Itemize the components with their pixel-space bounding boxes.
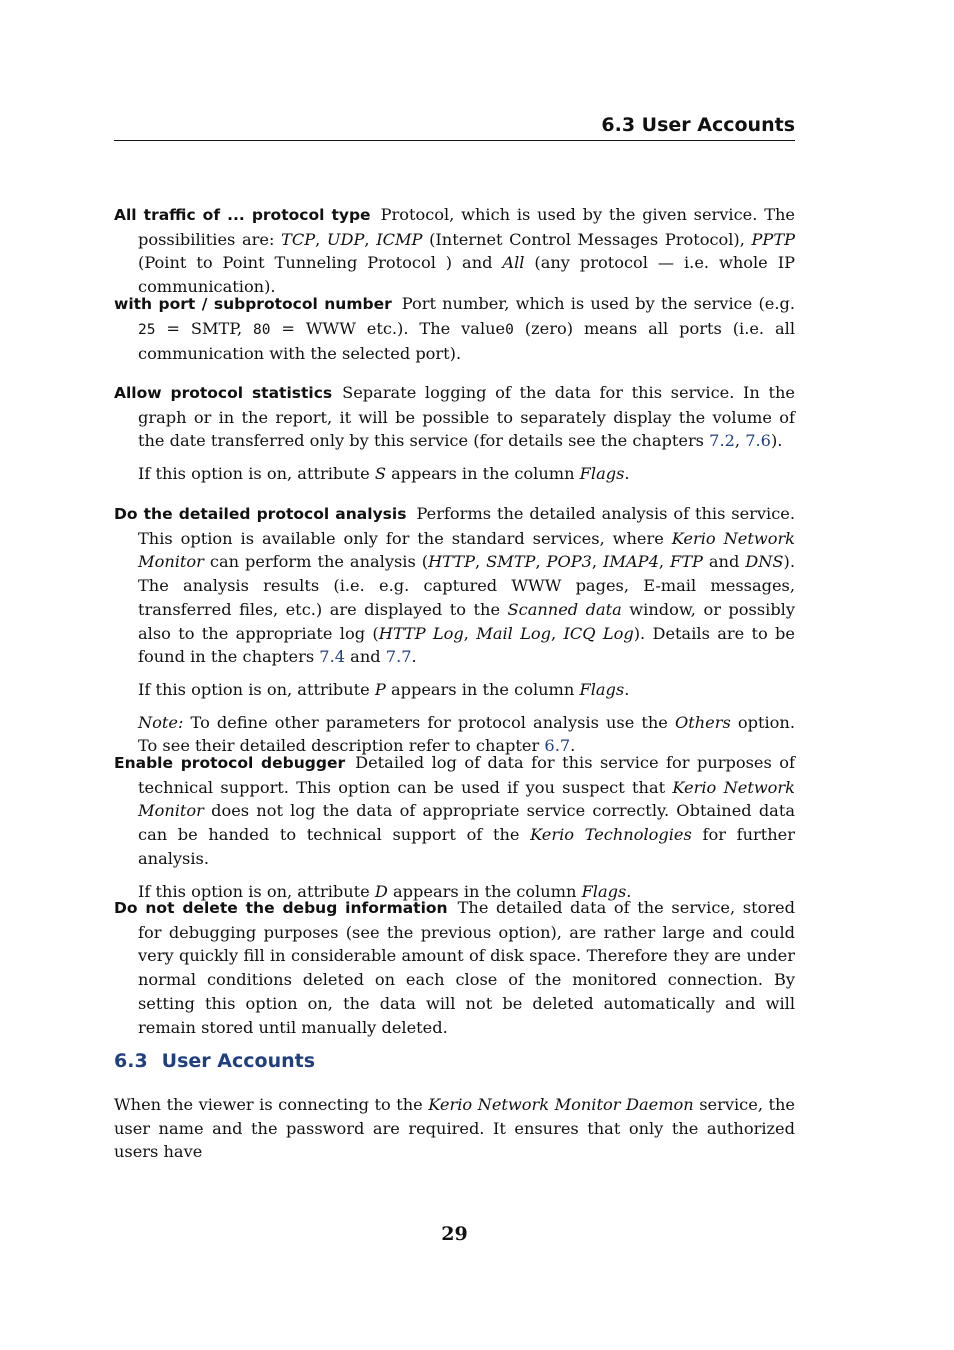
text-run: , (734, 431, 746, 451)
text-run: window, or possibly also to the appropriate log ( (138, 599, 796, 643)
emphasis-text: TCP (281, 229, 316, 249)
definition-paragraph (114, 896, 795, 1039)
text-run: , (463, 623, 477, 643)
definition-entry-protocol-debugger (114, 751, 795, 903)
section-heading (114, 1050, 315, 1072)
emphasis-text: All (502, 253, 525, 273)
emphasis-text: P (374, 679, 386, 699)
body-paragraph (114, 1093, 795, 1164)
running-header: 6.3 User Accounts (601, 114, 795, 136)
emphasis-text: SMTP (486, 552, 536, 572)
text-run: ). The analysis results (i.e. e.g. captured WWW pages, E-mail messages, transferred files, etc.) are displayed to the (138, 552, 795, 619)
text-run: appears in the column (385, 679, 580, 699)
emphasis-text: FTP (669, 552, 703, 572)
text-run: Port number, which is used by the service (e.g. (401, 294, 796, 313)
text-run: (Point to Point Tunneling Protocol ) and (138, 253, 503, 273)
emphasis-text: Flags (581, 881, 627, 901)
header-rule (114, 140, 795, 141)
emphasis-text: Note: (138, 712, 184, 732)
chapter-link[interactable]: 7.2 (709, 431, 735, 451)
definition-term: Allow protocol statistics (114, 384, 333, 402)
text-run: , (551, 623, 564, 643)
definition-paragraph (114, 751, 795, 871)
text-run: , (364, 229, 377, 249)
emphasis-text: Others (674, 712, 731, 732)
text-run: , (474, 552, 487, 572)
emphasis-text: Scanned data (507, 599, 622, 619)
text-run: appears in the column (387, 881, 582, 901)
text-run: . (624, 464, 630, 484)
definition-term: Enable protocol debugger (114, 754, 346, 772)
text-run: , (535, 552, 547, 572)
definition-paragraph (114, 381, 795, 453)
text-run: . (411, 647, 417, 667)
text-run: , (658, 552, 670, 572)
text-run: Detailed log of data for this service for purposes of technical support. This option can be used if you suspect that (138, 753, 795, 797)
definition-paragraph (114, 203, 795, 299)
text-run: service, the user name and the password are required. It ensures that only the authorized users have (114, 1095, 795, 1162)
text-run: To define other parameters for protocol analysis use the (183, 712, 675, 732)
definition-note (114, 462, 795, 486)
definition-term: Do the detailed protocol analysis (114, 505, 407, 523)
definition-paragraph (114, 292, 795, 366)
emphasis-text: PPTP (751, 229, 796, 249)
emphasis-text: UDP (326, 229, 365, 249)
text-run: and (345, 647, 386, 667)
text-run: If this option is on, attribute (138, 881, 375, 901)
emphasis-text: POP3 (546, 552, 592, 572)
text-run: Separate logging of the data for this service. In the graph or in the report, it will be possible to separately display the volume of the date transferred only by this service (for details see the chapters (138, 383, 795, 451)
text-run: . (624, 679, 630, 699)
text-run: . (570, 736, 576, 756)
emphasis-text: Kerio Technologies (530, 825, 692, 845)
definition-term: with port / subprotocol number (114, 295, 392, 313)
definition-entry-debug-information (114, 896, 795, 1039)
text-run: ). Details are to be found in the chapters (138, 623, 795, 667)
text-run: , (591, 552, 604, 572)
chapter-link[interactable]: 6.7 (544, 736, 571, 756)
definition-entry-protocol-type (114, 203, 795, 299)
emphasis-text: DNS (745, 552, 784, 572)
text-run: = WWW etc.). The value (270, 318, 506, 338)
definition-entry-protocol-analysis (114, 502, 795, 758)
section-title: User Accounts (161, 1050, 316, 1072)
text-run: does not log the data of appropriate service correctly. Obtained data can be handed to technical support of the (138, 801, 795, 845)
emphasis-text: IMAP4 (603, 552, 659, 572)
text-run: (zero) means all ports (i.e. all communication with the selected port). (138, 318, 795, 364)
emphasis-text: Kerio Network Monitor Daemon (428, 1095, 694, 1114)
text-run: and (702, 552, 746, 572)
definition-entry-protocol-statistics (114, 381, 795, 486)
text-run: (Internet Control Messages Protocol), (422, 229, 752, 249)
definition-entry-port-number (114, 292, 795, 366)
emphasis-text: S (374, 464, 386, 484)
chapter-link[interactable]: 7.7 (385, 647, 412, 667)
text-run: can perform the analysis ( (203, 552, 429, 572)
text-run: . (626, 881, 632, 901)
page-number: 29 (441, 1223, 468, 1245)
definition-term: All traffic of ... protocol type (114, 206, 371, 224)
text-run: Performs the detailed analysis of this service. This option is available only for the standard services, where (138, 504, 796, 548)
definition-term: Do not delete the debug information (114, 899, 448, 917)
code-text: 25 (138, 321, 156, 338)
text-run: If this option is on, attribute (138, 464, 375, 484)
text-run: Protocol, which is used by the given service. The possibilities are: (138, 205, 795, 249)
text-run: for further analysis. (138, 825, 795, 868)
emphasis-text: HTTP Log (378, 623, 464, 643)
chapter-link[interactable]: 7.6 (745, 431, 771, 451)
emphasis-text: HTTP (428, 552, 475, 572)
emphasis-text: Kerio Network Monitor (138, 528, 795, 572)
emphasis-text: Mail Log (476, 623, 552, 643)
emphasis-text: ICMP (376, 229, 423, 249)
text-run: When the viewer is connecting to the (114, 1095, 429, 1114)
text-run: = SMTP, (155, 318, 254, 338)
text-run: (any protocol — i.e. whole IP communication). (138, 253, 795, 297)
definition-paragraph (114, 502, 795, 669)
code-text: 80 (253, 321, 271, 338)
chapter-link[interactable]: 7.4 (319, 647, 346, 667)
emphasis-text: D (374, 881, 388, 901)
code-text: 0 (505, 321, 514, 338)
text-run: option. To see their detailed description refer to chapter (138, 712, 795, 756)
emphasis-text: Flags (579, 464, 625, 484)
emphasis-text: Kerio Network Monitor (138, 777, 795, 821)
text-run: ). (770, 431, 783, 451)
emphasis-text: ICQ Log (563, 623, 634, 643)
section-number: 6.3 (114, 1050, 148, 1072)
text-run: appears in the column (385, 464, 580, 484)
definition-note (114, 678, 795, 702)
emphasis-text: Flags (579, 679, 625, 699)
text-run: If this option is on, attribute (138, 679, 375, 699)
text-run: , (315, 229, 327, 249)
text-run: The detailed data of the service, stored for debugging purposes (see the previous option), are rather large and could very quickly fill in considerable amount of disk space. Therefore they are under normal conditions deleted on each close of the monitored connection. By setting this option on, the data will not be deleted automatically and will remain stored until manually deleted. (138, 898, 795, 1037)
